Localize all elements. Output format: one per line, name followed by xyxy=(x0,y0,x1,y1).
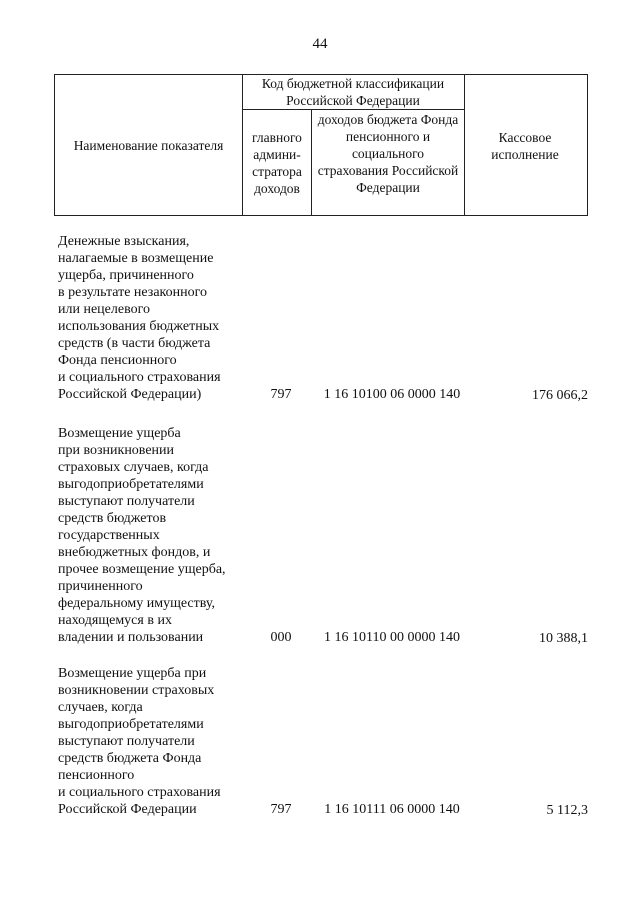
row-amount: 176 066,2 xyxy=(532,388,588,403)
row-name: Возмещение ущерба при возникновении страховых случаев, когда выгодоприобретателями выступают получатели средств бюджета Фонда пенсионного и социального страхования Российской Федерации xyxy=(58,666,221,817)
divider xyxy=(311,109,312,215)
row-name: Денежные взыскания, налагаемые в возмещение ущерба, причиненного в результате незаконного или нецелевого использования бюджетных средств (в части бюджета Фонда пенсионного и социального страхования Российской Федерации) xyxy=(58,234,221,402)
page-number: 44 xyxy=(312,36,328,52)
divider xyxy=(242,109,464,110)
row-classification-code: 1 16 10110 00 0000 140 xyxy=(324,630,460,645)
row-name: Возмещение ущерба при возникновении страховых случаев, когда выгодоприобретателями выступают получатели средств бюджетов государственных внебюджетных фондов, и прочее возмещение ущерба, причиненного федеральному имуществу, находящемуся в их владении и пользовании xyxy=(58,426,226,645)
row-admin-code: 000 xyxy=(270,630,292,645)
table-row xyxy=(58,233,588,413)
header-code-group: Код бюджетной классификации Российской Федерации xyxy=(261,76,445,108)
divider xyxy=(464,75,465,215)
header-execution-column: Кассовое исполнение xyxy=(491,130,559,162)
divider xyxy=(242,75,243,215)
header-admin-column: главного админи-стратора доходов xyxy=(252,130,302,196)
header-revenue-column: доходов бюджета Фонда пенсионного и социального страхования Российской Федерации xyxy=(317,112,459,195)
table-header xyxy=(54,74,588,216)
row-admin-code: 797 xyxy=(270,387,292,402)
row-classification-code: 1 16 10111 06 0000 140 xyxy=(324,802,460,817)
row-amount: 5 112,3 xyxy=(546,803,588,818)
row-admin-code: 797 xyxy=(270,802,292,817)
table-row xyxy=(58,665,588,825)
header-name-column: Наименование показателя xyxy=(73,138,224,153)
table-row xyxy=(58,425,588,655)
row-amount: 10 388,1 xyxy=(539,631,588,646)
row-classification-code: 1 16 10100 06 0000 140 xyxy=(323,387,461,402)
